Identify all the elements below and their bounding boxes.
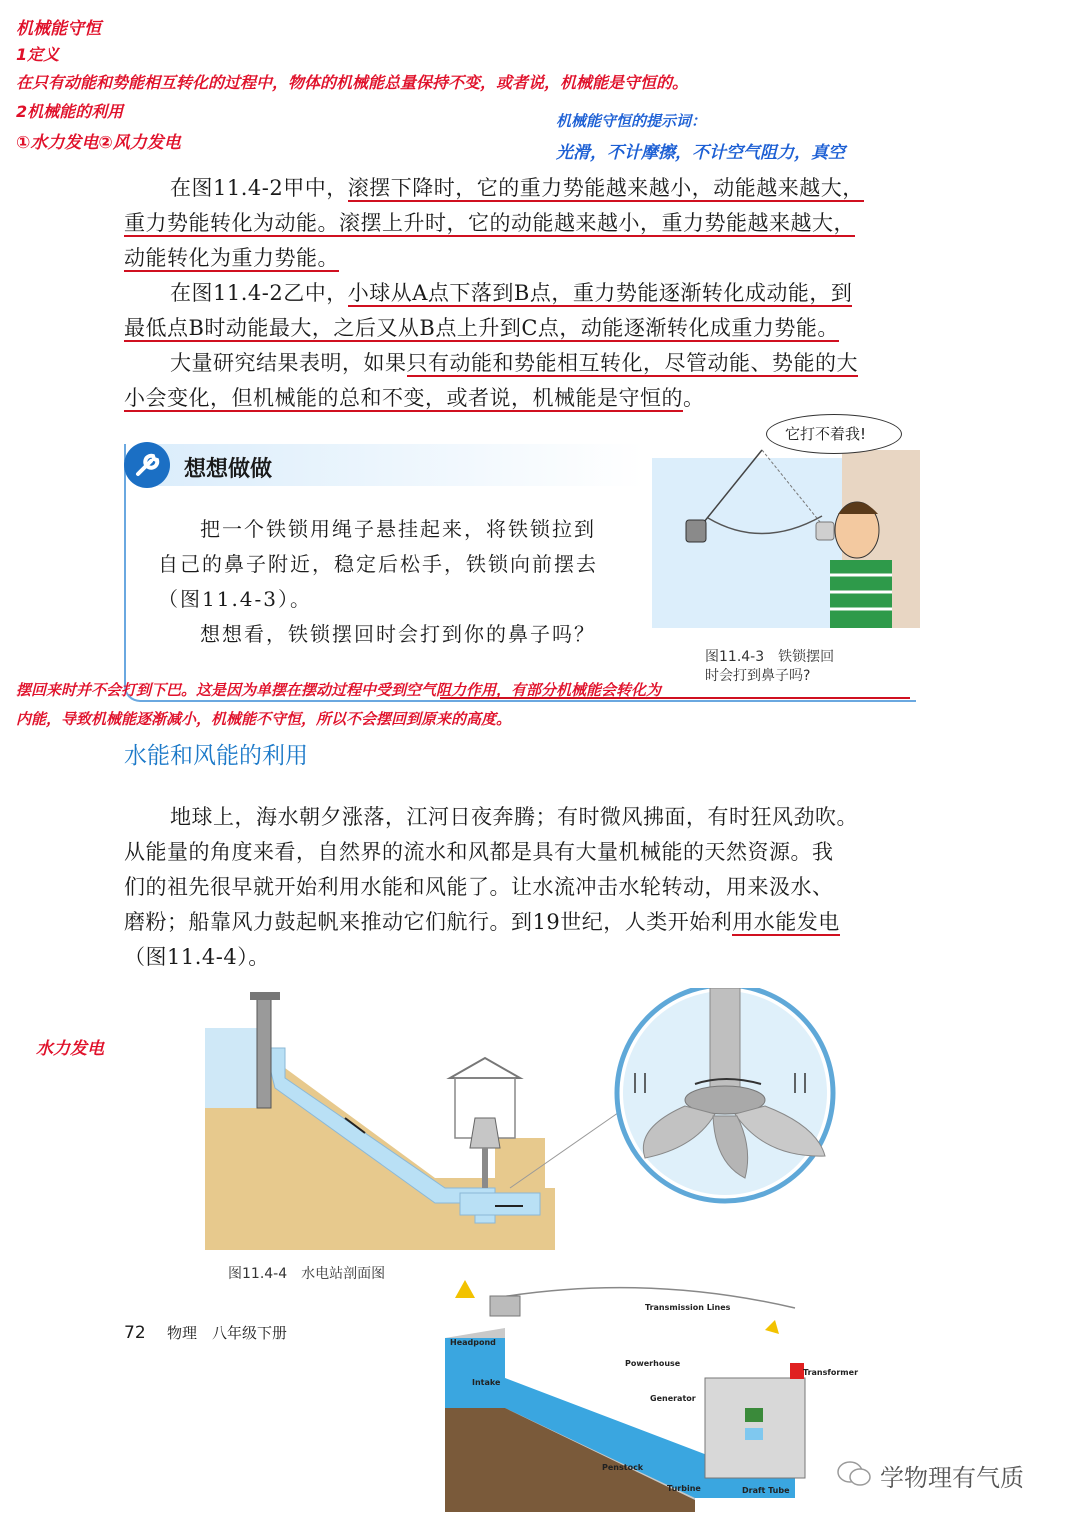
- paragraph-3: [124, 346, 914, 416]
- page-number: 72: [124, 1323, 146, 1343]
- label-powerhouse: Powerhouse: [625, 1359, 681, 1368]
- p3-highlight-1: 只有动能和势能相互转化，尽管动能、势能的大: [406, 351, 858, 375]
- wechat-icon: [836, 1460, 872, 1488]
- answer-underline: [440, 697, 910, 699]
- p1-lead: 在图11.4-2甲中，: [170, 176, 348, 200]
- label-penstock: Penstock: [602, 1463, 644, 1472]
- paragraph-1: [124, 171, 914, 276]
- label-turbine: Turbine: [667, 1484, 701, 1493]
- think-line-3: （图11.4-3）。: [158, 587, 313, 611]
- hydro-english-diagram: [445, 1268, 877, 1512]
- label-transmission: Transmission Lines: [645, 1303, 731, 1312]
- think-line-1: 把一个铁锁用绳子悬挂起来，将铁锁拉到: [200, 517, 596, 541]
- speech-text: 它打不着我!: [785, 425, 867, 443]
- p3-lead: 大量研究结果表明，如果: [170, 351, 407, 375]
- watermark-text: 学物理有气质: [880, 1464, 1024, 1492]
- label-headpond: Headpond: [450, 1338, 496, 1347]
- think-title: 想想做做: [184, 457, 273, 482]
- think-line-2: 自己的鼻子附近，稳定后松手，铁锁向前摆去: [158, 552, 598, 576]
- section-line-5: （图11.4-4）。: [124, 945, 270, 969]
- think-body: [158, 512, 648, 652]
- p3-highlight-2: 小会变化，但机械能的总和不变，或者说，机械能是守恒的: [124, 386, 683, 410]
- paragraph-2: [124, 276, 914, 346]
- hydro-cross-section-figure: [205, 988, 845, 1250]
- section-highlight: 用水能发电: [732, 910, 840, 934]
- label-intake: Intake: [472, 1378, 501, 1387]
- label-transformer: Transformer: [803, 1368, 859, 1377]
- section-line-4: 磨粉；船靠风力鼓起帆来推动它们航行。到19世纪，人类开始利: [124, 910, 733, 934]
- note-use-heading: 2机械能的利用: [16, 102, 124, 121]
- p3-end: 。: [683, 386, 705, 410]
- book-title: 物理 八年级下册: [167, 1324, 288, 1342]
- note-hint-title: 机械能守恒的提示词：: [556, 112, 707, 130]
- section-line-2: 从能量的角度来看，自然界的流水和风都是具有大量机械能的天然资源。我: [124, 840, 834, 864]
- label-generator: Generator: [650, 1394, 696, 1403]
- section-line-3: 们的祖先很早就开始利用水能和风能了。让水流冲击水轮转动，用来汲水、: [124, 875, 834, 899]
- p2-highlight-1: 小球从A点下落到B点，重力势能逐渐转化成动能，到: [347, 281, 853, 305]
- p2-highlight-2: 最低点B时动能最大，之后又从B点上升到C点，动能逐渐转化成重力势能。: [124, 316, 839, 340]
- p1-highlight-3: 动能转化为重力势能。: [124, 246, 339, 270]
- page-footer: [124, 1322, 287, 1343]
- label-draft-tube: Draft Tube: [742, 1486, 790, 1495]
- note-definition-text: 在只有动能和势能相互转化的过程中，物体的机械能总量保持不变，或者说，机械能是守恒的。: [16, 73, 689, 92]
- hydro-caption: 图11.4-4 水电站剖面图: [228, 1266, 386, 1282]
- note-definition-heading: 1定义: [16, 45, 60, 64]
- pendulum-caption-2: 时会打到鼻子吗?: [705, 668, 811, 684]
- note-hydro-label: 水力发电: [36, 1039, 104, 1059]
- think-line-4: 想想看，铁锁摆回时会打到你的鼻子吗？: [200, 622, 596, 646]
- note-hint-words: 光滑，不计摩擦，不计空气阻力，真空: [556, 143, 845, 163]
- note-answer-line-2: 内能，导致机械能逐渐减小，机械能不守恒，所以不会摆回到原来的高度。: [16, 710, 512, 728]
- p2-lead: 在图11.4-2乙中，: [170, 281, 348, 305]
- wrench-icon: [124, 442, 170, 488]
- p1-highlight-2: 重力势能转化为动能。滚摆上升时，它的动能越来越小，重力势能越来越大，: [124, 211, 855, 235]
- section-paragraph: [124, 800, 914, 975]
- section-line-1: 地球上，海水朝夕涨落，江河日夜奔腾；有时微风拂面，有时狂风劲吹。: [170, 805, 858, 829]
- section-title: 水能和风能的利用: [124, 743, 308, 769]
- note-answer-line-1: 摆回来时并不会打到下巴。这是因为单摆在摆动过程中受到空气阻力作用，有部分机械能会转化为: [16, 681, 662, 699]
- pendulum-caption-1: 图11.4-3 铁锁摆回: [705, 649, 835, 665]
- p1-highlight-1: 滚摆下降时，它的重力势能越来越小，动能越来越大，: [347, 176, 864, 200]
- note-use-items: ①水力发电②风力发电: [16, 133, 181, 153]
- note-title: 机械能守恒: [16, 19, 101, 39]
